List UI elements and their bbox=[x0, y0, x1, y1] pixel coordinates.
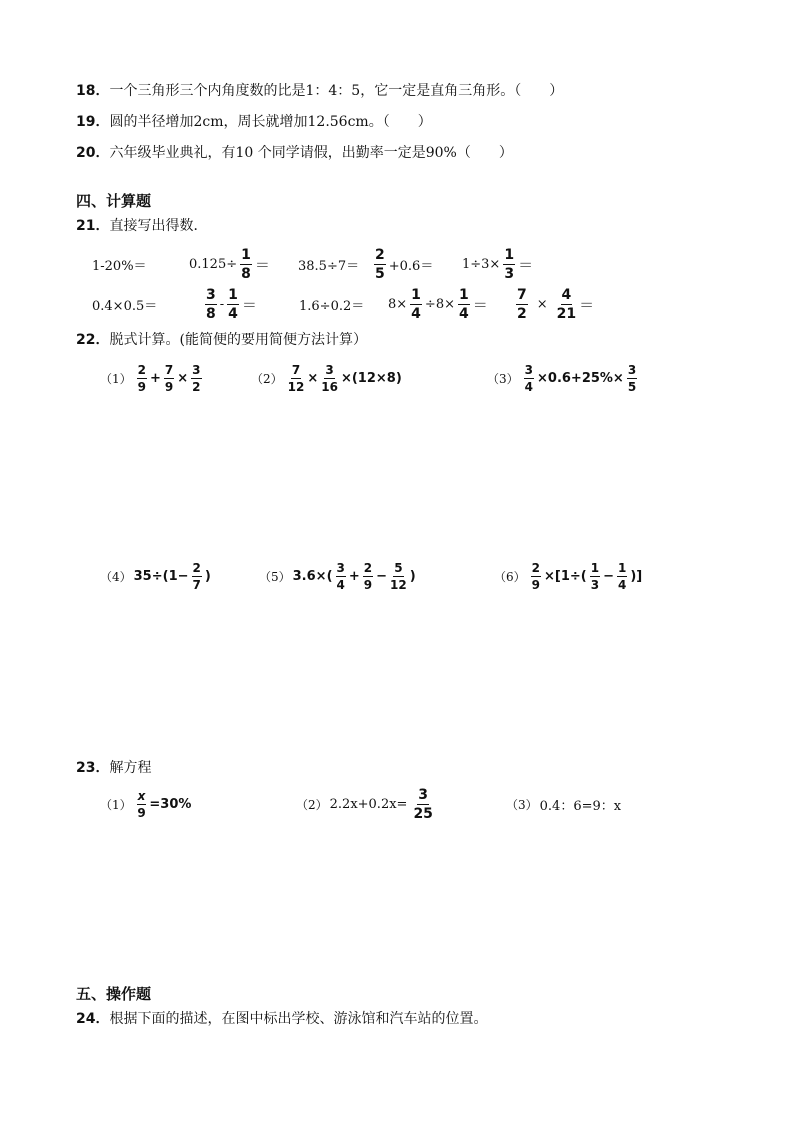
fraction bbox=[374, 248, 386, 281]
numerator: 7 bbox=[291, 362, 301, 377]
operator: − bbox=[376, 568, 388, 584]
problem-label: （1） bbox=[100, 371, 132, 386]
q21-row2-item-a bbox=[92, 286, 157, 322]
numerator: 2 bbox=[137, 362, 146, 377]
expression: 0.4×0.5＝ bbox=[92, 298, 158, 314]
question-number: 18． bbox=[76, 83, 110, 99]
operator: + bbox=[348, 568, 360, 584]
expression: +0.6＝ bbox=[388, 258, 434, 274]
question-22 bbox=[76, 331, 367, 349]
equals-sign: ＝ bbox=[241, 295, 257, 314]
question-number: 20． bbox=[76, 145, 110, 161]
question-text: 直接写出得数． bbox=[109, 218, 208, 234]
operator: × bbox=[177, 370, 189, 386]
numerator: 5 bbox=[394, 560, 403, 575]
q21-row1-item-d bbox=[371, 244, 433, 284]
denominator: 8 bbox=[241, 265, 251, 282]
problem-label: （3） bbox=[506, 797, 538, 812]
numerator: 3 bbox=[192, 362, 201, 377]
problem-label: （5） bbox=[259, 569, 291, 584]
denominator: 5 bbox=[627, 379, 637, 394]
q21-row1-item-c bbox=[298, 246, 359, 282]
denominator: 2 bbox=[517, 305, 527, 322]
operator: × bbox=[307, 370, 319, 386]
question-text: 一个三角形三个内角度数的比是1：4：5，它一定是直角三角形。（ ） bbox=[109, 83, 564, 99]
fraction bbox=[192, 562, 202, 591]
expression: )] bbox=[630, 568, 643, 584]
operator: − bbox=[603, 568, 614, 584]
problem-label: （6） bbox=[494, 569, 526, 584]
equals-sign: ＝ bbox=[472, 295, 488, 314]
numerator: 3 bbox=[206, 286, 216, 303]
operator: ÷8× bbox=[424, 296, 455, 312]
fraction bbox=[288, 364, 305, 393]
denominator: 3 bbox=[504, 265, 515, 282]
problem-label: （4） bbox=[100, 569, 132, 584]
denominator: 8 bbox=[206, 305, 216, 322]
fraction bbox=[164, 364, 174, 393]
expression: 2.2x+0.2x= bbox=[329, 796, 408, 812]
problem-label: （2） bbox=[296, 797, 328, 812]
operator: - bbox=[219, 296, 225, 312]
fraction bbox=[524, 364, 534, 393]
operator: × bbox=[536, 296, 548, 312]
denominator: 4 bbox=[228, 305, 238, 322]
denominator: 3 bbox=[590, 577, 600, 592]
fraction bbox=[410, 288, 422, 321]
numerator: 7 bbox=[164, 362, 174, 377]
q22-problem-4 bbox=[100, 556, 211, 596]
numerator: 1 bbox=[458, 286, 469, 303]
question-number: 22． bbox=[76, 332, 110, 348]
denominator: 4 bbox=[524, 379, 533, 394]
denominator: 4 bbox=[336, 577, 345, 592]
q22-problem-5 bbox=[259, 556, 416, 596]
expression: 35÷(1− bbox=[133, 568, 189, 584]
q22-problem-2 bbox=[251, 358, 402, 398]
q21-row1-item-e bbox=[462, 244, 533, 284]
denominator: 7 bbox=[192, 577, 201, 592]
problem-label: （1） bbox=[100, 797, 132, 812]
fraction bbox=[557, 288, 576, 321]
question-23 bbox=[76, 759, 151, 777]
question-text: 脱式计算。(能简便的要用简便方法计算） bbox=[109, 332, 367, 348]
denominator: 2 bbox=[192, 379, 201, 394]
expression: ×[1÷( bbox=[544, 568, 587, 584]
fraction bbox=[191, 364, 201, 393]
numerator: 1 bbox=[241, 246, 251, 263]
expression: 1-20%＝ bbox=[92, 258, 147, 274]
question-20 bbox=[76, 144, 513, 162]
fraction bbox=[503, 248, 515, 281]
question-text: 解方程 bbox=[109, 760, 152, 776]
expression: ×(12×8) bbox=[340, 370, 402, 386]
q22-problem-1 bbox=[100, 358, 205, 398]
fraction bbox=[227, 288, 239, 321]
numerator: 2 bbox=[375, 246, 385, 263]
fraction bbox=[390, 562, 407, 591]
question-text: 圆的半径增加2cm，周长就增加12.56cm。（ ） bbox=[109, 114, 432, 130]
fraction bbox=[205, 288, 217, 321]
question-text: 六年级毕业典礼，有10 个同学请假，出勤率一定是90%（ ） bbox=[109, 145, 513, 161]
equals-sign: ＝ bbox=[254, 255, 270, 274]
fraction bbox=[627, 364, 637, 393]
fraction bbox=[240, 248, 252, 281]
numerator: 3 bbox=[325, 362, 334, 377]
denominator: 12 bbox=[390, 577, 407, 592]
numerator: 2 bbox=[192, 560, 201, 575]
expression: 0.4：6=9：x bbox=[539, 798, 622, 814]
expression: 38.5÷7＝ bbox=[298, 258, 360, 274]
q21-row2-item-e bbox=[513, 284, 594, 324]
fraction bbox=[137, 364, 147, 393]
numerator: 3 bbox=[627, 362, 637, 377]
question-number: 23． bbox=[76, 760, 110, 776]
q22-problem-3 bbox=[487, 358, 640, 398]
numerator: 1 bbox=[228, 286, 238, 303]
fraction bbox=[516, 288, 528, 321]
denominator: 9 bbox=[137, 805, 146, 820]
numerator: 3 bbox=[418, 786, 429, 803]
fraction bbox=[363, 562, 373, 591]
fraction bbox=[458, 288, 470, 321]
denominator: 9 bbox=[363, 577, 373, 592]
expression: ) bbox=[409, 568, 416, 584]
denominator: 21 bbox=[556, 305, 577, 322]
expression: ) bbox=[204, 568, 211, 584]
numerator: 2 bbox=[363, 560, 373, 575]
q21-row1-item-a bbox=[92, 246, 147, 282]
fraction bbox=[617, 562, 627, 591]
section-title-calculation: 四、计算题 bbox=[76, 192, 152, 210]
q23-equation-1 bbox=[100, 784, 191, 824]
numerator: 1 bbox=[617, 560, 627, 575]
fraction bbox=[321, 364, 338, 393]
question-number: 19． bbox=[76, 114, 110, 130]
numerator: 3 bbox=[524, 362, 533, 377]
numerator: 1 bbox=[411, 286, 421, 303]
fraction bbox=[590, 562, 600, 591]
fraction bbox=[137, 790, 147, 819]
expression: 0.125÷ bbox=[189, 256, 238, 272]
denominator: 9 bbox=[137, 379, 146, 394]
numerator: 2 bbox=[531, 560, 540, 575]
q23-equation-2 bbox=[296, 784, 436, 824]
equals-sign: ＝ bbox=[579, 295, 595, 314]
numerator: 1 bbox=[504, 246, 515, 263]
q22-problem-6 bbox=[494, 556, 642, 596]
numerator: 4 bbox=[561, 286, 572, 303]
fraction bbox=[336, 562, 346, 591]
q21-row2-item-d bbox=[388, 284, 488, 324]
equals-sign: ＝ bbox=[518, 255, 534, 274]
numerator: 1 bbox=[590, 560, 600, 575]
q21-row2-item-c bbox=[299, 286, 364, 322]
problem-label: （3） bbox=[487, 371, 519, 386]
numerator: x bbox=[137, 788, 146, 803]
denominator: 4 bbox=[458, 305, 469, 322]
denominator: 4 bbox=[617, 577, 627, 592]
q23-equation-3 bbox=[506, 784, 621, 824]
denominator: 9 bbox=[531, 577, 540, 592]
numerator: 7 bbox=[517, 286, 527, 303]
numerator: 3 bbox=[336, 560, 345, 575]
expression: 1÷3× bbox=[462, 256, 501, 272]
question-24 bbox=[76, 1010, 487, 1028]
expression: ×0.6+25%× bbox=[537, 370, 624, 386]
fraction bbox=[531, 562, 541, 591]
fraction bbox=[413, 788, 432, 821]
expression: =30% bbox=[149, 796, 192, 812]
problem-label: （2） bbox=[251, 371, 283, 386]
denominator: 16 bbox=[321, 379, 338, 394]
expression: 3.6×( bbox=[292, 568, 333, 584]
q21-row2-item-b bbox=[202, 284, 257, 324]
denominator: 12 bbox=[287, 379, 305, 394]
q21-row1-item-b bbox=[189, 244, 270, 284]
question-19 bbox=[76, 113, 432, 131]
denominator: 5 bbox=[375, 265, 385, 282]
question-text: 根据下面的描述，在图中标出学校、游泳馆和汽车站的位置。 bbox=[109, 1011, 488, 1027]
section-title-operation: 五、操作题 bbox=[76, 985, 152, 1003]
denominator: 4 bbox=[411, 305, 421, 322]
question-number: 21． bbox=[76, 218, 110, 234]
expression: 8× bbox=[388, 296, 408, 312]
operator: + bbox=[150, 370, 161, 386]
denominator: 25 bbox=[413, 805, 433, 822]
expression: 1.6÷0.2＝ bbox=[299, 298, 365, 314]
question-number: 24． bbox=[76, 1011, 110, 1027]
question-18 bbox=[76, 82, 563, 100]
denominator: 9 bbox=[164, 379, 174, 394]
question-21 bbox=[76, 217, 207, 235]
